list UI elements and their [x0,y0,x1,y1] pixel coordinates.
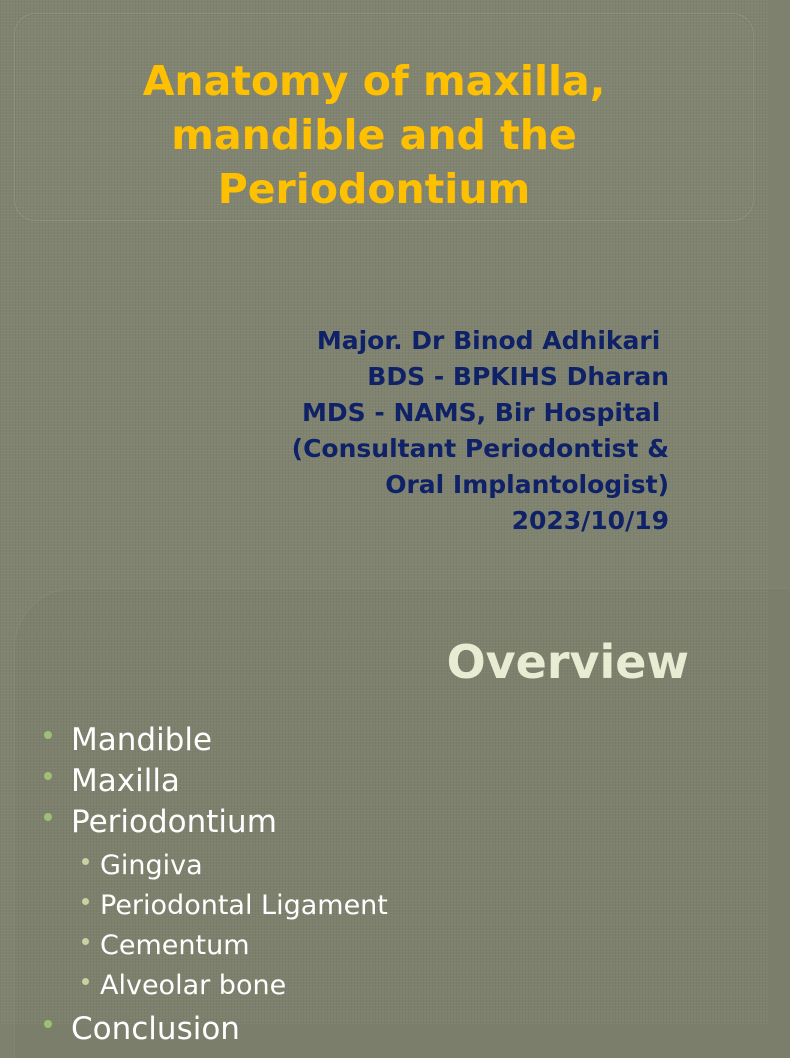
list-item [0,718,768,759]
overview-bullet-list [0,718,768,1048]
author-degree-bds: BDS - BPKIHS Dharan [367,362,669,391]
list-item [0,800,768,841]
list-item-label: Mandible [71,722,213,758]
sub-list-item [0,845,768,885]
sub-list-item [0,885,768,925]
sub-bullet-dot-icon [82,898,89,905]
list-item-label: Maxilla [71,763,180,799]
sub-bullet-dot-icon [82,978,89,985]
list-item-label: Conclusion [71,1011,240,1047]
author-role-line-2: Oral Implantologist) [385,470,669,499]
bullet-dot-icon [44,1020,52,1028]
sub-list-item [0,925,768,965]
author-role-line-1: (Consultant Periodontist & [291,434,669,463]
bullet-dot-icon [44,813,52,821]
presentation-date: 2023/10/19 [511,506,669,535]
author-block [149,323,669,539]
sub-list-item [0,965,768,1005]
list-item [0,759,768,800]
list-item-label: Periodontium [71,804,277,840]
author-name: Major. Dr Binod Adhikari [316,326,669,355]
sub-bullet-dot-icon [82,858,89,865]
slide-title [40,54,708,216]
sub-bullet-dot-icon [82,938,89,945]
author-degree-mds: MDS - NAMS, Bir Hospital [302,398,669,427]
title-line-3: Periodontium [217,165,531,213]
sub-list-item-label: Periodontal Ligament [100,890,388,921]
overview-title: Overview [446,635,689,689]
sub-list-item-label: Cementum [100,930,250,961]
bullet-dot-icon [44,731,52,739]
bullet-dot-icon [44,772,52,780]
title-line-1: Anatomy of maxilla, [142,57,606,105]
sub-list-item-label: Gingiva [100,850,203,881]
sub-list-item-label: Alveolar bone [100,970,287,1001]
list-item [0,1007,768,1048]
title-line-2: mandible and the [171,111,577,159]
